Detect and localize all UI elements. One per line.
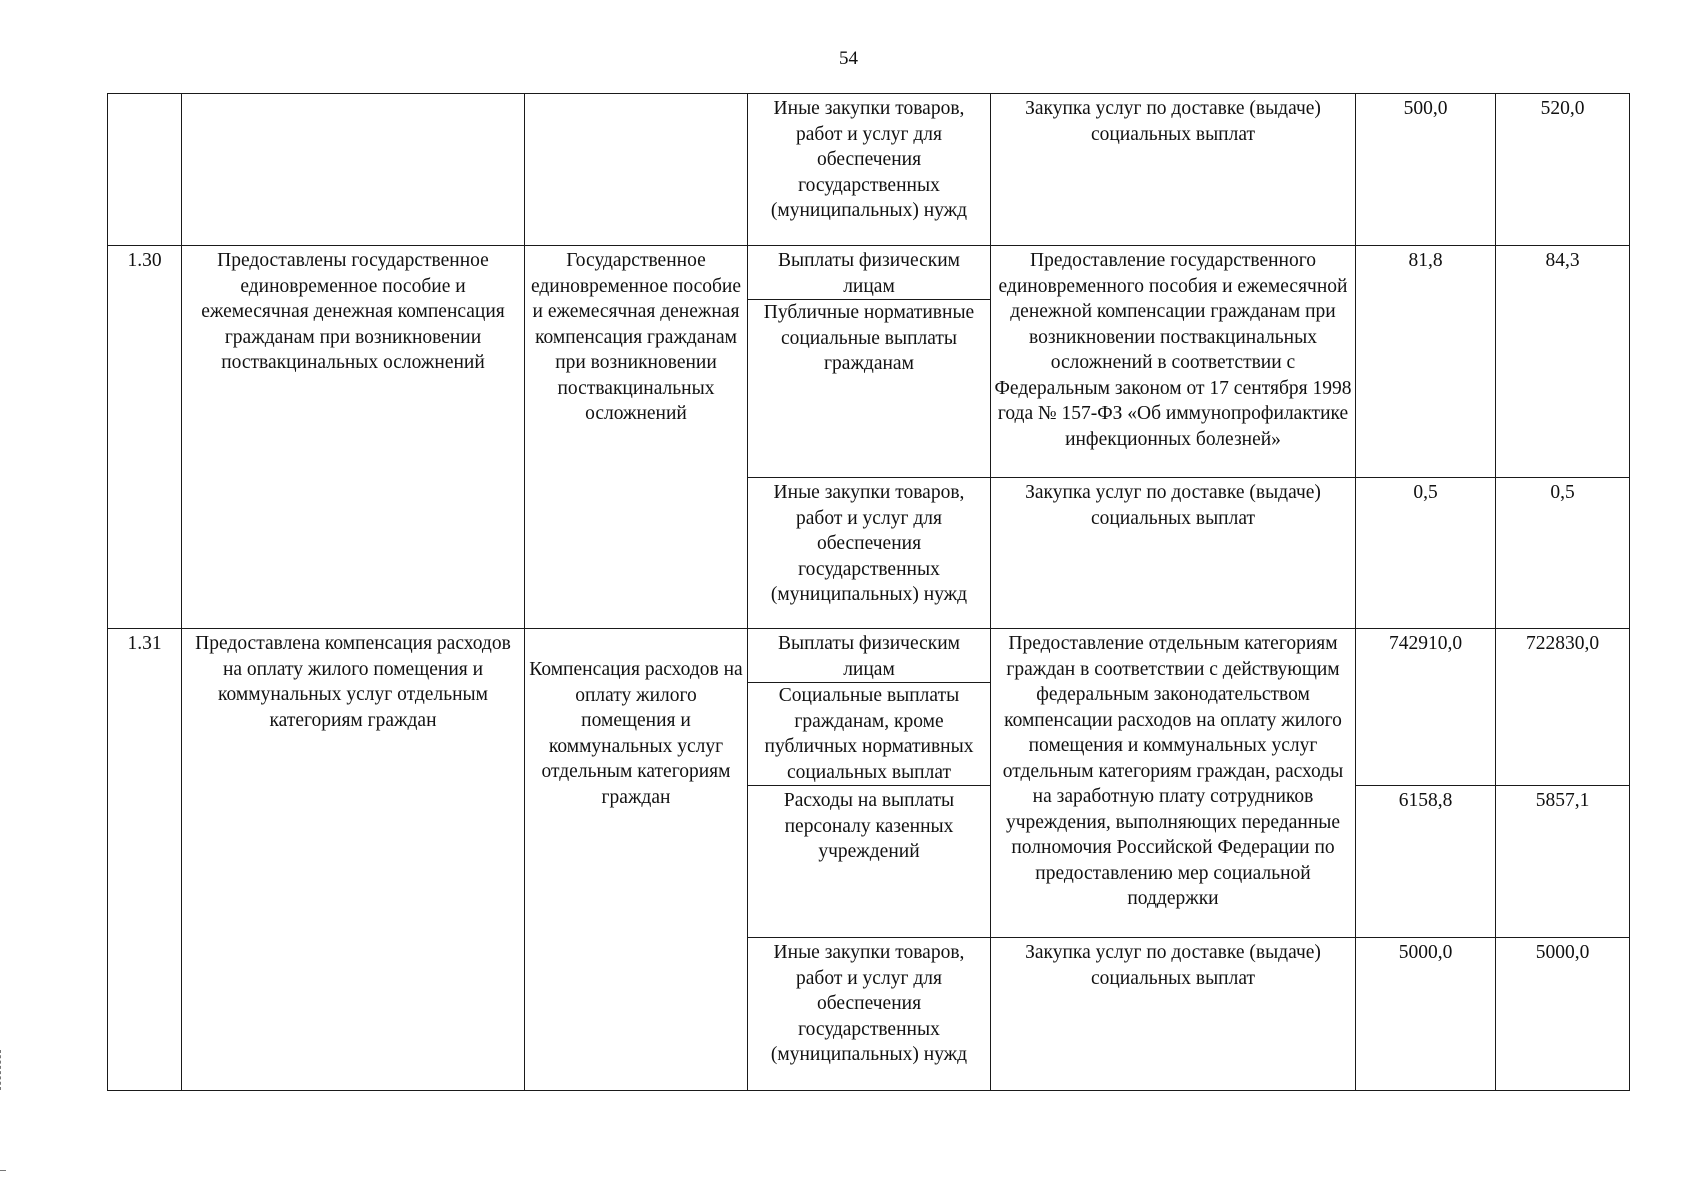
value-year1-cell: 500,0 [1356, 94, 1496, 246]
result-cell [182, 94, 525, 246]
measure-cell: Государственное единовременное пособие и ежемесячная денежная компенсация гражданам при возникновении поствакцинальных осложнений [525, 246, 748, 629]
purpose-cell: Закупка услуг по доставке (выдаче) социальных выплат [991, 94, 1356, 246]
value-year2-cell: 520,0 [1496, 94, 1630, 246]
purpose-cell: Закупка услуг по доставке (выдаче) социальных выплат [991, 478, 1356, 629]
table-row [108, 94, 1630, 246]
page-number: 54 [839, 48, 858, 69]
num-cell [108, 94, 182, 246]
table-row [108, 246, 1630, 478]
expense-subgroup-label: Социальные выплаты гражданам, кроме публичных нормативных социальных выплат [764, 685, 974, 783]
value-year2-cell: 84,3 [1496, 246, 1630, 478]
value-year2-cell: 722830,0 [1496, 629, 1630, 786]
expense-group-label: Выплаты физическим лицам [748, 248, 990, 300]
expense-type-cell: Иные закупки товаров, работ и услуг для обеспечения государственных (муниципальных) нужд [748, 478, 991, 629]
expense-group-label: Выплаты физическим лицам [748, 631, 990, 683]
expense-subgroup-label: Публичные нормативные социальные выплаты гражданам [763, 302, 975, 374]
expense-type-cell: Расходы на выплаты персоналу казенных учреждений [748, 786, 991, 938]
expense-type-cell: Иные закупки товаров, работ и услуг для обеспечения государственных (муниципальных) нужд [748, 938, 991, 1091]
value-year1-cell: 5000,0 [1356, 938, 1496, 1091]
expense-type-cell [748, 629, 991, 786]
result-cell: Предоставлена компенсация расходов на оплату жилого помещения и коммунальных услуг отдельным категориям граждан [182, 629, 525, 1091]
scan-margin-mark [0, 1050, 5, 1090]
value-year2-cell: 5000,0 [1496, 938, 1630, 1091]
expense-type-cell [748, 246, 991, 478]
expense-type-cell: Иные закупки товаров, работ и услуг для обеспечения государственных (муниципальных) нужд [748, 94, 991, 246]
purpose-cell: Предоставление отдельным категориям граждан в соответствии с действующим федеральным законодательством компенсации расходов на оплату жилого помещения и коммунальных услуг отдельным категориям граждан, расходы на заработную плату сотрудников учреждения, выполняющих переданные полномочия Российской Федерации по предоставлению мер социальной поддержки [991, 629, 1356, 938]
result-cell: Предоставлены государственное единовременное пособие и ежемесячная денежная компенсация гражданам при возникновении поствакцинальных осложнений [182, 246, 525, 629]
value-year1-cell: 742910,0 [1356, 629, 1496, 786]
measure-cell [525, 629, 748, 1091]
row-number-cell: 1.30 [108, 246, 182, 629]
purpose-cell: Закупка услуг по доставке (выдаче) социальных выплат [991, 938, 1356, 1091]
scan-edge-mark [0, 1170, 6, 1171]
row-number-cell: 1.31 [108, 629, 182, 1091]
budget-table [107, 93, 1630, 1091]
value-year1-cell: 6158,8 [1356, 786, 1496, 938]
value-year1-cell: 81,8 [1356, 246, 1496, 478]
value-year2-cell: 5857,1 [1496, 786, 1630, 938]
measure-cell [525, 94, 748, 246]
value-year2-cell: 0,5 [1496, 478, 1630, 629]
value-year1-cell: 0,5 [1356, 478, 1496, 629]
table-row [108, 629, 1630, 786]
measure-text: Компенсация расходов на оплату жилого помещения и коммунальных услуг отдельным категориям граждан [529, 659, 743, 808]
purpose-cell: Предоставление государственного единовременного пособия и ежемесячной денежной компенсации гражданам при возникновении поствакцинальных осложнений в соответствии с Федеральным законом от 17 сентября 1998 года № 157-ФЗ «Об иммунопрофилактике инфекционных болезней» [991, 246, 1356, 478]
